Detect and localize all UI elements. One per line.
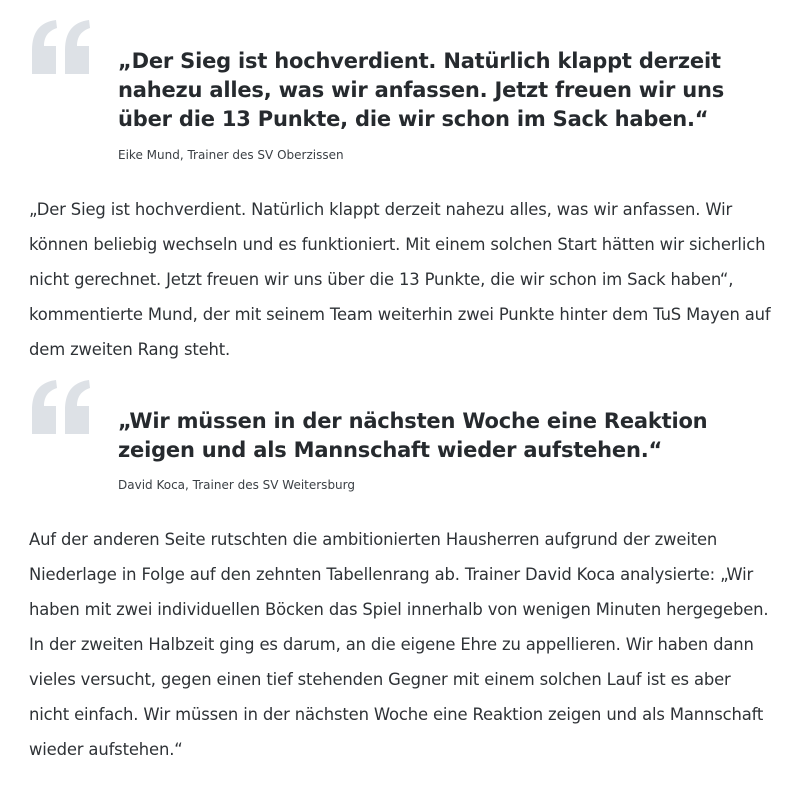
quote-author: David Koca, Trainer des SV Weitersburg: [118, 478, 355, 492]
article-paragraph: „Der Sieg ist hochverdient. Natürlich klappt derzeit nahezu alles, was wir anfassen. Wir können beliebig wechseln und es funktioniert. Mit einem solchen Start hätten wir sicherlich nicht gerechnet. Jetzt freuen wir uns über die 13 Punkte, die wir schon im Sack haben“, kommentierte Mund, der mit seinem Team weiterhin zwei Punkte hinter dem TuS Mayen auf dem zweiten Rang steht.: [29, 200, 771, 359]
quote-author: Eike Mund, Trainer des SV Oberzissen: [118, 148, 344, 162]
quote-text: „Wir müssen in der nächsten Woche eine Reaktion zeigen und als Mannschaft wieder aufstehen.“: [118, 409, 708, 462]
pull-quote-1: [0, 0, 798, 180]
quote-icon: [28, 20, 98, 80]
quote-text: „Der Sieg ist hochverdient. Natürlich klappt derzeit nahezu alles, was wir anfassen. Jetzt freuen wir uns über die 13 Punkte, die wir schon im Sack haben.“: [118, 49, 725, 131]
pull-quote-2: [0, 360, 798, 500]
article-paragraph: Auf der anderen Seite rutschten die ambitionierten Hausherren aufgrund der zweiten Niederlage in Folge auf den zehnten Tabellenrang ab. Trainer David Koca analysierte: „Wir haben mit zwei individuellen Böcken das Spiel innerhalb von wenigen Minuten hergegeben. In der zweiten Halbzeit ging es darum, an die eigene Ehre zu appellieren. Wir haben dann vieles versucht, gegen einen tief stehenden Gegner mit einem solchen Lauf ist es aber nicht einfach. Wir müssen in der nächsten Woche eine Reaktion zeigen und als Mannschaft wieder aufstehen.“: [29, 530, 769, 759]
quote-icon: [28, 380, 98, 440]
